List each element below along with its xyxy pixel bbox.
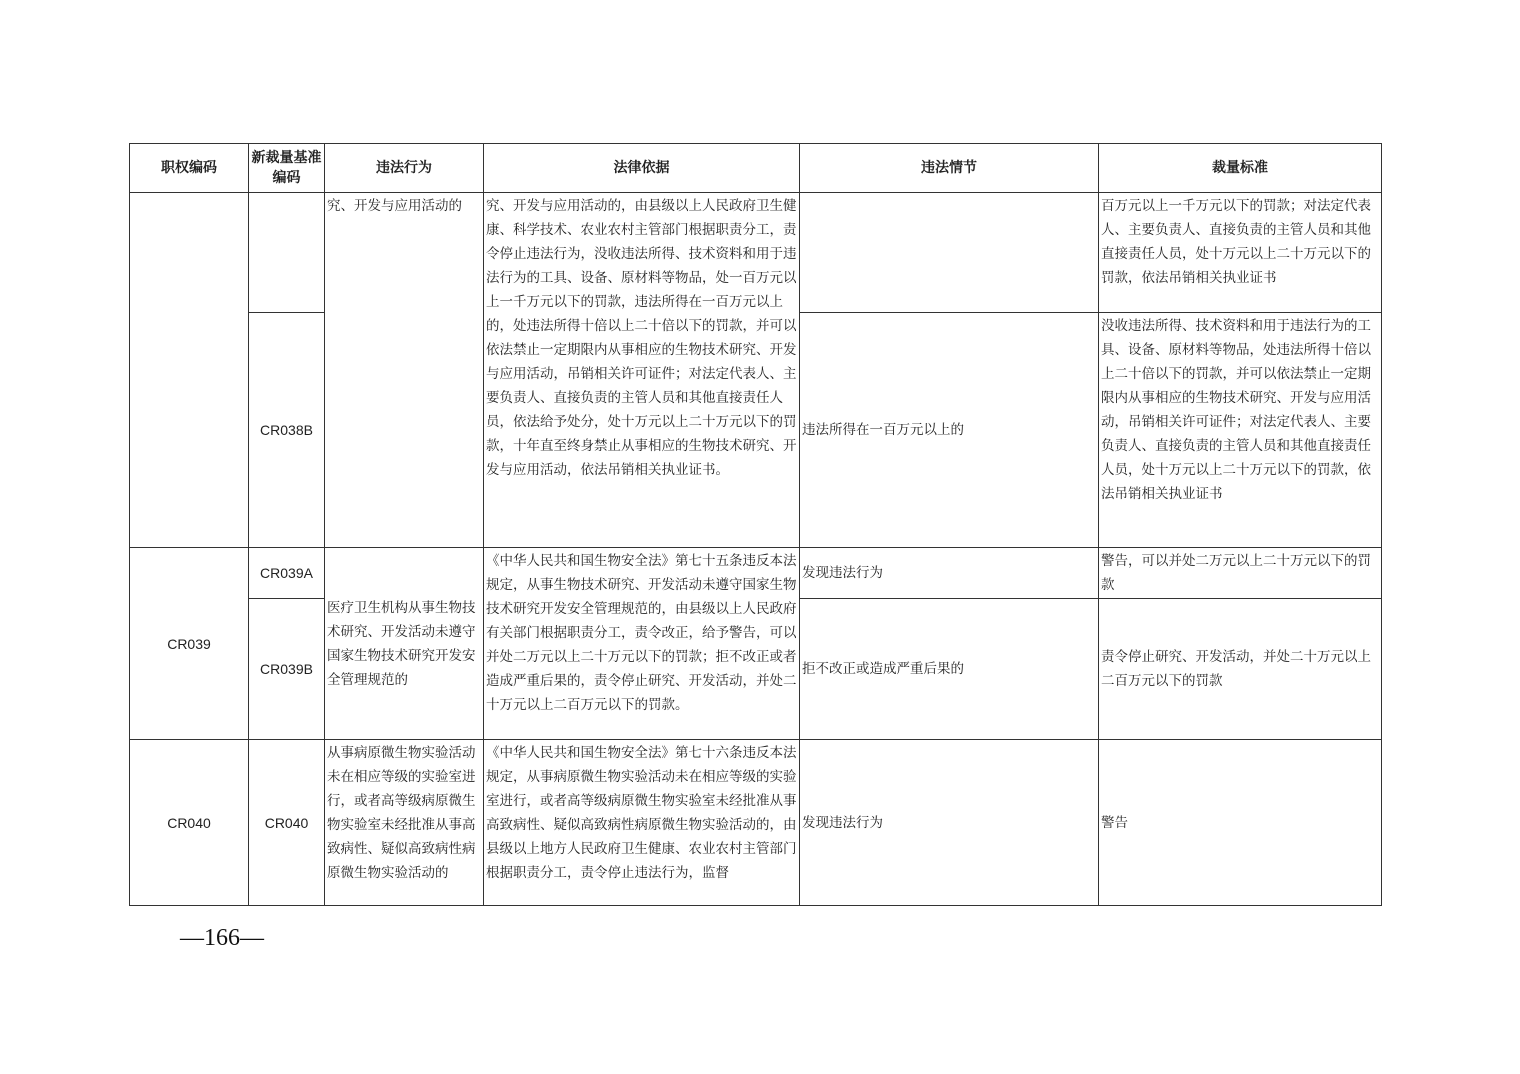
cr038-violation: 究、开发与应用活动的	[325, 193, 484, 548]
cr038a-circumstance	[800, 193, 1099, 313]
cr040-authority-code: CR040	[130, 740, 249, 906]
cr040-new-code: CR040	[249, 740, 325, 906]
cr039a-code: CR039A	[249, 548, 325, 599]
cr040-legal-basis: 《中华人民共和国生物安全法》第七十六条违反本法规定，从事病原微生物实验活动未在相应等级的实验室进行，或者高等级病原微生物实验室未经批准从事高致病性、疑似高致病性病原微生物实验活动的，由县级以上地方人民政府卫生健康、农业农村主管部门根据职责分工，责令停止违法行为，监督	[484, 740, 800, 906]
cr039-authority-code: CR039	[130, 548, 249, 740]
cr038-authority-code	[130, 193, 249, 548]
cr039b-standard: 责令停止研究、开发活动，并处二十万元以上二百万元以下的罚款	[1099, 599, 1382, 740]
cr040-circumstance: 发现违法行为	[800, 740, 1099, 906]
header-violation: 违法行为	[325, 144, 484, 193]
cr039b-code: CR039B	[249, 599, 325, 740]
cr040-violation: 从事病原微生物实验活动未在相应等级的实验室进行，或者高等级病原微生物实验室未经批准从事高致病性、疑似高致病性病原微生物实验活动的	[325, 740, 484, 906]
regulation-table	[129, 143, 1382, 906]
cr040-standard: 警告	[1099, 740, 1382, 906]
cr038b-circumstance: 违法所得在一百万元以上的	[800, 313, 1099, 548]
header-row	[130, 144, 1382, 193]
cr039a-circumstance: 发现违法行为	[800, 548, 1099, 599]
header-circumstance: 违法情节	[800, 144, 1099, 193]
header-standard: 裁量标准	[1099, 144, 1382, 193]
table-row	[130, 548, 1382, 599]
header-new-code: 新裁量基准编码	[249, 144, 325, 193]
cr038a-standard: 百万元以上一千万元以下的罚款；对法定代表人、主要负责人、直接负责的主管人员和其他直接责任人员，处十万元以上二十万元以下的罚款，依法吊销相关执业证书	[1099, 193, 1382, 313]
header-authority-code: 职权编码	[130, 144, 249, 193]
cr038a-code	[249, 193, 325, 313]
table-row	[130, 193, 1382, 313]
cr039-legal-basis: 《中华人民共和国生物安全法》第七十五条违反本法规定，从事生物技术研究、开发活动未遵守国家生物技术研究开发安全管理规范的，由县级以上人民政府有关部门根据职责分工，责令改正，给予警告，可以并处二万元以上二十万元以下的罚款；拒不改正或者造成严重后果的，责令停止研究、开发活动，并处二十万元以上二百万元以下的罚款。	[484, 548, 800, 740]
cr038b-code: CR038B	[249, 313, 325, 548]
cr039-violation: 医疗卫生机构从事生物技术研究、开发活动未遵守国家生物技术研究开发安全管理规范的	[325, 548, 484, 740]
cr039b-circumstance: 拒不改正或造成严重后果的	[800, 599, 1099, 740]
table-row	[130, 740, 1382, 906]
page-number: —166—	[180, 925, 264, 951]
cr038b-standard: 没收违法所得、技术资料和用于违法行为的工具、设备、原材料等物品，处违法所得十倍以上二十倍以下的罚款，并可以依法禁止一定期限内从事相应的生物技术研究、开发与应用活动，吊销相关许可证件；对法定代表人、主要负责人、直接负责的主管人员和其他直接责任人员，处十万元以上二十万元以下的罚款，依法吊销相关执业证书	[1099, 313, 1382, 548]
cr038-legal-basis: 究、开发与应用活动的，由县级以上人民政府卫生健康、科学技术、农业农村主管部门根据职责分工，责令停止违法行为，没收违法所得、技术资料和用于违法行为的工具、设备、原材料等物品，处一百万元以上一千万元以下的罚款，违法所得在一百万元以上的，处违法所得十倍以上二十倍以下的罚款，并可以依法禁止一定期限内从事相应的生物技术研究、开发与应用活动，吊销相关许可证件；对法定代表人、主要负责人、直接负责的主管人员和其他直接责任人员，依法给予处分，处十万元以上二十万元以下的罚款，十年直至终身禁止从事相应的生物技术研究、开发与应用活动，依法吊销相关执业证书。	[484, 193, 800, 548]
header-legal-basis: 法律依据	[484, 144, 800, 193]
cr039a-standard: 警告，可以并处二万元以上二十万元以下的罚款	[1099, 548, 1382, 599]
